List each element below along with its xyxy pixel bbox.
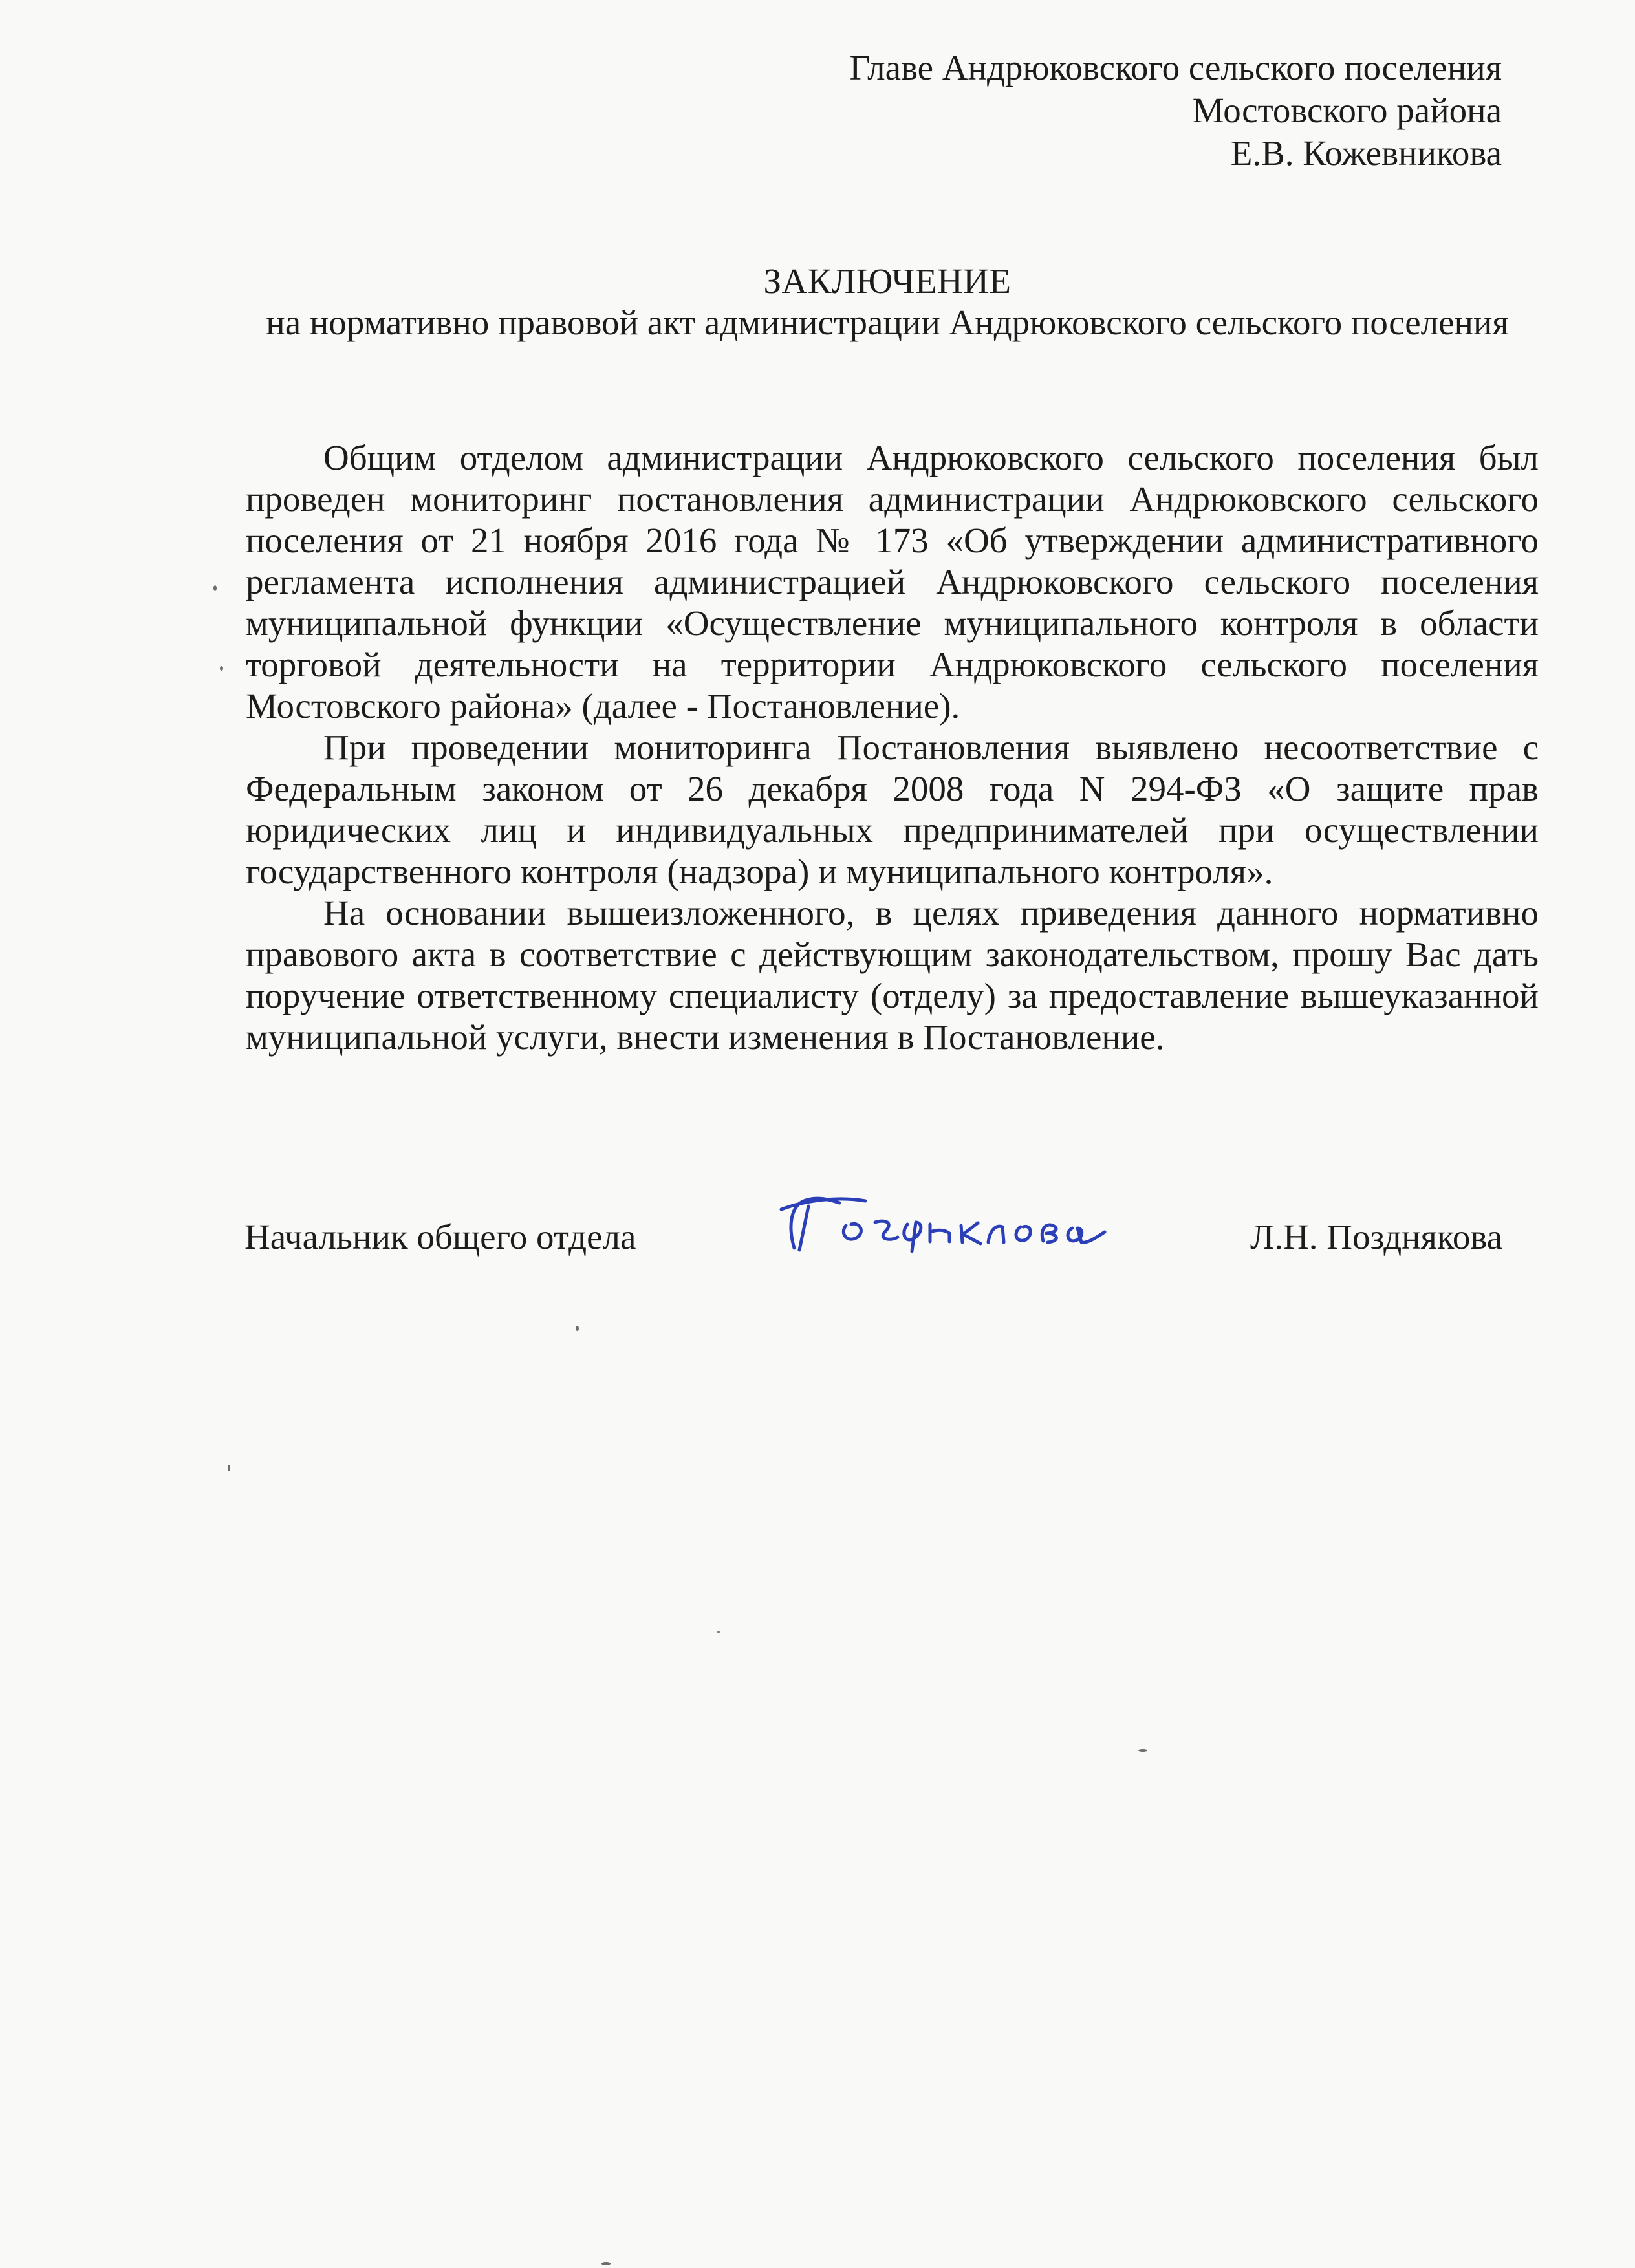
addressee-line-3: Е.В. Кожевникова [1230, 133, 1502, 173]
scan-speck [576, 1326, 579, 1331]
body-paragraph-2: При проведении мониторинга Постановления выявлено несоответствие с Федеральным законом от 26 декабря 2008 года N 294-ФЗ «О защите прав юридических лиц и индивидуальных предпринимателей при осуществлении государственного контроля (надзора) и муниципального контроля». [246, 728, 1539, 891]
body-paragraph-3: На основании вышеизложенного, в целях приведения данного нормативно правового акта в соответствие с действующим законодательством, прошу Вас дать поручение ответственному специалисту (отделу) за предоставление вышеуказанной муниципальной услуги, внести изменения в Постановление. [246, 893, 1539, 1057]
scan-speck [228, 1465, 230, 1471]
document-subtitle: на нормативно правовой акт администрации Андрюковского сельского поселения [266, 303, 1509, 342]
scan-speck [213, 585, 217, 591]
handwritten-signature [768, 1187, 1131, 1258]
body-paragraph-1: Общим отделом администрации Андрюковского сельского поселения был проведен мониторинг постановления администрации Андрюковского сельского поселения от 21 ноября 2016 года № 173 «Об утверждении административного регламента исполнения администрацией Андрюковского сельского поселения муниципальной функции «Осуществление муниципального контроля в области торговой деятельности на территории Андрюковского сельского поселения Мостовского района» (далее - Постановление). [246, 438, 1539, 726]
scan-speck [601, 2262, 611, 2265]
scan-speck [220, 666, 223, 671]
signatory-name: Л.Н. Позднякова [1250, 1217, 1502, 1257]
scan-speck [1138, 1749, 1147, 1752]
document-title: ЗАКЛЮЧЕНИЕ [763, 261, 1012, 301]
document-heading [241, 261, 1534, 343]
signatory-position: Начальник общего отдела [244, 1217, 636, 1257]
addressee-line-1: Главе Андрюковского сельского поселения [849, 48, 1502, 87]
document-body [246, 437, 1539, 1058]
addressee-block [849, 47, 1502, 175]
scan-speck [717, 1631, 720, 1633]
signature-block [244, 1200, 1538, 1271]
addressee-line-2: Мостовского района [1192, 91, 1502, 130]
